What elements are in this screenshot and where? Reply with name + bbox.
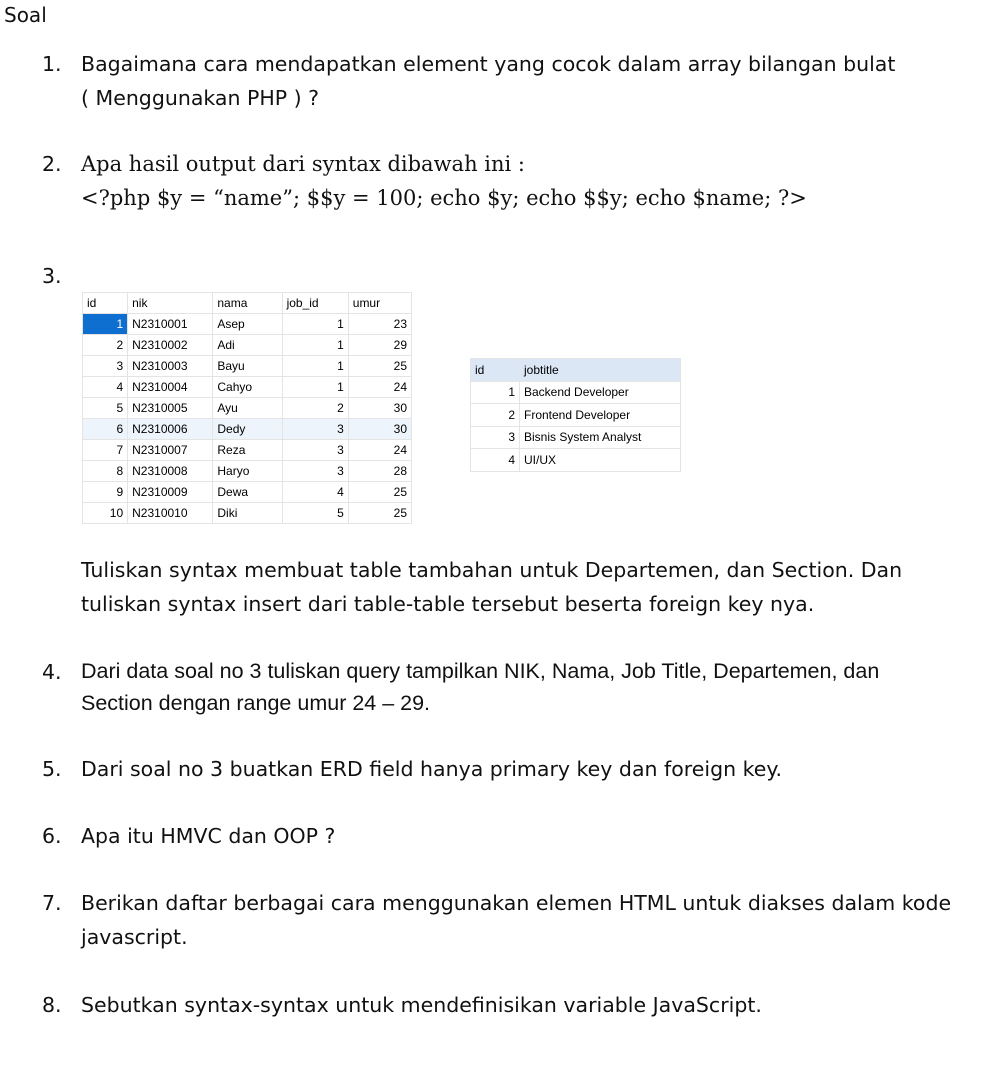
table-row	[471, 381, 681, 404]
table-cell-nama: Asep	[213, 314, 282, 335]
table-cell-job-id: 3	[282, 440, 348, 461]
question-number: 7.	[42, 891, 62, 915]
question-number: 6.	[42, 824, 62, 848]
table-cell-job-id: 1	[282, 314, 348, 335]
table-row	[83, 461, 412, 482]
question-number: 4.	[42, 660, 62, 684]
question-line: Apa itu HMVC dan OOP ?	[81, 824, 336, 848]
table-cell-umur: 25	[348, 503, 411, 524]
table-row	[471, 426, 681, 449]
table-cell-id: 8	[83, 461, 128, 482]
table-cell-id: 4	[83, 377, 128, 398]
table-header-row	[83, 293, 412, 314]
table-cell-jobtitle: Backend Developer	[520, 381, 681, 404]
question-5	[42, 752, 782, 786]
table-cell-umur: 25	[348, 482, 411, 503]
table-row	[471, 404, 681, 427]
table-cell-nik: N2310001	[128, 314, 213, 335]
table-cell-umur: 29	[348, 335, 411, 356]
column-header: umur	[348, 293, 411, 314]
table-cell-umur: 30	[348, 398, 411, 419]
table-cell-jobtitle: Bisnis System Analyst	[520, 426, 681, 449]
table-cell-nama: Dewa	[213, 482, 282, 503]
table-cell-id: 3	[471, 426, 520, 449]
table-cell-id: 10	[83, 503, 128, 524]
question-line: ( Menggunakan PHP ) ?	[81, 86, 320, 110]
table-cell-job-id: 5	[282, 503, 348, 524]
question-3	[42, 553, 902, 621]
question-6	[42, 819, 335, 853]
table-cell-id: 9	[83, 482, 128, 503]
table-cell-umur: 30	[348, 419, 411, 440]
table-row	[83, 440, 412, 461]
table-cell-nik: N2310003	[128, 356, 213, 377]
table-cell-id: 7	[83, 440, 128, 461]
question-4	[42, 655, 879, 719]
table-cell-umur: 24	[348, 377, 411, 398]
question-line: Berikan daftar berbagai cara menggunakan elemen HTML untuk diakses dalam kode	[81, 891, 952, 915]
table-cell-nik: N2310008	[128, 461, 213, 482]
table-cell-nama: Diki	[213, 503, 282, 524]
question-2	[42, 147, 807, 215]
table-header-row	[471, 359, 681, 382]
table-cell-id: 2	[83, 335, 128, 356]
table-row	[83, 335, 412, 356]
table-cell-id: 2	[471, 404, 520, 427]
table-cell-id: 4	[471, 449, 520, 472]
question-8	[42, 988, 762, 1022]
question-line: Sebutkan syntax-syntax untuk mendefinisikan variable JavaScript.	[81, 993, 762, 1017]
table-cell-nik: N2310006	[128, 419, 213, 440]
question-number: 8.	[42, 993, 62, 1017]
question-line: tuliskan syntax insert dari table-table tersebut beserta foreign key nya.	[81, 592, 815, 616]
column-header: id	[471, 359, 520, 382]
table-cell-nik: N2310005	[128, 398, 213, 419]
table-cell-job-id: 1	[282, 377, 348, 398]
table-cell-umur: 28	[348, 461, 411, 482]
table-row	[83, 314, 412, 335]
table-cell-id: 3	[83, 356, 128, 377]
question-number: 3.	[42, 264, 62, 288]
question-number: 1.	[42, 52, 62, 76]
table-row	[471, 449, 681, 472]
question-line: Apa hasil output dari syntax dibawah ini :	[81, 152, 525, 176]
table-cell-nik: N2310007	[128, 440, 213, 461]
question-1	[42, 47, 895, 115]
code-snippet: <?php $y = “name”; $$y = 100; echo $y; echo $$y; echo $name; ?>	[81, 186, 807, 210]
table-cell-job-id: 3	[282, 419, 348, 440]
question-line: Dari soal no 3 buatkan ERD field hanya primary key dan foreign key.	[81, 757, 783, 781]
table-cell-umur: 25	[348, 356, 411, 377]
table-cell-nama: Haryo	[213, 461, 282, 482]
question-line: Dari data soal no 3 tuliskan query tampilkan NIK, Nama, Job Title, Departemen, dan	[81, 659, 880, 683]
table-cell-job-id: 3	[282, 461, 348, 482]
table-cell-job-id: 1	[282, 356, 348, 377]
table-row	[83, 482, 412, 503]
table-cell-umur: 24	[348, 440, 411, 461]
table-cell-id: 1	[471, 381, 520, 404]
employee-table	[82, 292, 412, 524]
table-cell-jobtitle: Frontend Developer	[520, 404, 681, 427]
table-cell-job-id: 1	[282, 335, 348, 356]
table-cell-nik: N2310010	[128, 503, 213, 524]
table-cell-id: 6	[83, 419, 128, 440]
question-line: Bagaimana cara mendapatkan element yang cocok dalam array bilangan bulat	[81, 52, 896, 76]
table-cell-nama: Dedy	[213, 419, 282, 440]
page-heading: Soal	[4, 3, 47, 27]
table-cell-nik: N2310004	[128, 377, 213, 398]
table-cell-nama: Reza	[213, 440, 282, 461]
question-number: 2.	[42, 152, 62, 176]
table-row	[83, 398, 412, 419]
table-cell-nama: Ayu	[213, 398, 282, 419]
table-cell-job-id: 2	[282, 398, 348, 419]
table-cell-jobtitle: UI/UX	[520, 449, 681, 472]
column-header: nik	[128, 293, 213, 314]
table-cell-id: 5	[83, 398, 128, 419]
table-cell-nik: N2310002	[128, 335, 213, 356]
table-row	[83, 503, 412, 524]
table-cell-id: 1	[83, 314, 128, 335]
table-cell-nama: Bayu	[213, 356, 282, 377]
question-7	[42, 886, 951, 954]
question-line: Section dengan range umur 24 – 29.	[81, 691, 431, 715]
column-header: jobtitle	[520, 359, 681, 382]
column-header: id	[83, 293, 128, 314]
question-line: Tuliskan syntax membuat table tambahan untuk Departemen, dan Section. Dan	[81, 558, 903, 582]
table-row	[83, 377, 412, 398]
table-cell-job-id: 4	[282, 482, 348, 503]
table-row	[83, 356, 412, 377]
table-cell-nama: Adi	[213, 335, 282, 356]
column-header: job_id	[282, 293, 348, 314]
table-cell-nik: N2310009	[128, 482, 213, 503]
table-row	[83, 419, 412, 440]
table-cell-umur: 23	[348, 314, 411, 335]
question-number: 5.	[42, 757, 62, 781]
question-line: javascript.	[81, 925, 188, 949]
table-cell-nama: Cahyo	[213, 377, 282, 398]
jobtitle-table	[470, 358, 681, 472]
column-header: nama	[213, 293, 282, 314]
